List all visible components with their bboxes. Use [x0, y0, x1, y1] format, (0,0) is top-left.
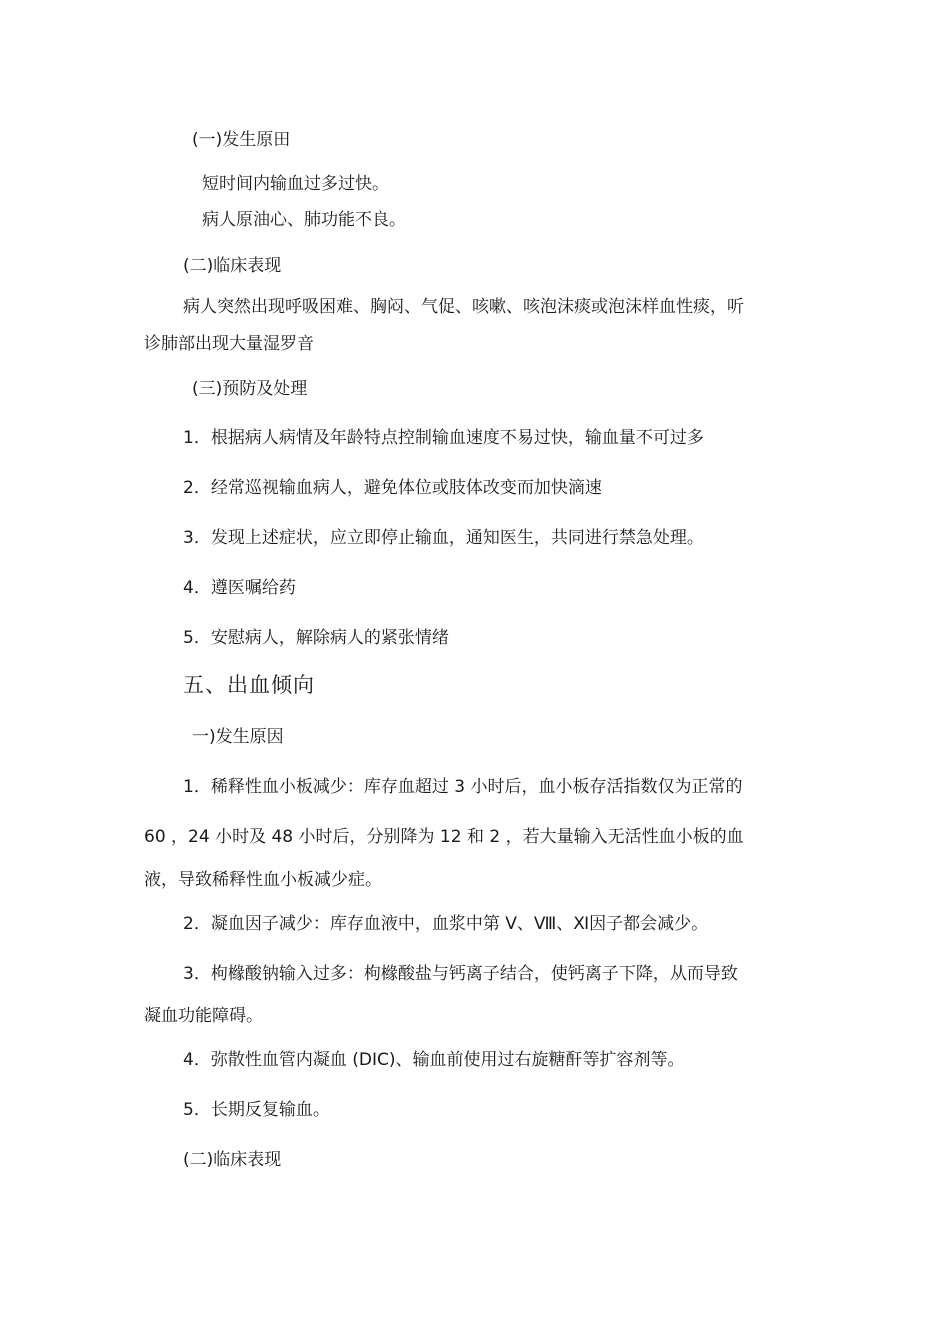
- list-item: 5．长期反复输血。: [183, 1100, 330, 1120]
- list-item: 5．安慰病人，解除病人的紧张情绪: [183, 628, 449, 648]
- paragraph-line: 液，导致稀释性血小板减少症。: [144, 870, 382, 890]
- paragraph-line: 病人原油心、肺功能不良。: [202, 210, 406, 230]
- paragraph-line: 凝血功能障碍。: [144, 1006, 263, 1026]
- section-heading-cause: (一)发生原田: [192, 130, 291, 150]
- section-heading-symptoms: (二)临床表现: [183, 1150, 282, 1170]
- section-heading-prevention: (三)预防及处理: [192, 379, 308, 399]
- section-heading-symptoms: (二)临床表现: [183, 256, 282, 276]
- list-item: 1．稀释性血小板减少：库存血超过 3 小时后，血小板存活指数仅为正常的: [183, 777, 743, 797]
- paragraph-line: 短时间内输血过多过快。: [202, 174, 389, 194]
- chapter-heading: 五、出血倾向: [183, 673, 315, 697]
- list-item: 3．枸橼酸钠输入过多：枸橼酸盐与钙离子结合，使钙离子下降，从而导致: [183, 964, 738, 984]
- list-item: 4．弥散性血管内凝血 (DIC)、输血前使用过右旋糖酐等扩容剂等。: [183, 1050, 685, 1070]
- list-item: 1．根据病人病情及年龄特点控制输血速度不易过快，输血量不可过多: [183, 428, 704, 448]
- list-item: 3．发现上述症状，应立即停止输血，通知医生，共同进行禁急处理。: [183, 528, 704, 548]
- paragraph-line: 病人突然出现呼吸困难、胸闷、气促、咳嗽、咳泡沫痰或泡沫样血性痰，听: [183, 297, 744, 317]
- section-heading-cause: 一)发生原因: [192, 727, 284, 747]
- list-item: 2．经常巡视输血病人，避免体位或肢体改变而加快滴速: [183, 478, 602, 498]
- list-item: 2．凝血因子减少：库存血液中，血浆中第 V、Ⅷ、Ⅺ因子都会减少。: [183, 914, 709, 934]
- list-item: 4．遵医嘱给药: [183, 578, 296, 598]
- paragraph-line: 诊肺部出现大量湿罗音: [144, 334, 314, 354]
- paragraph-line: 60 ，24 小时及 48 小时后，分别降为 12 和 2 ，若大量输入无活性血小板的血: [144, 827, 744, 847]
